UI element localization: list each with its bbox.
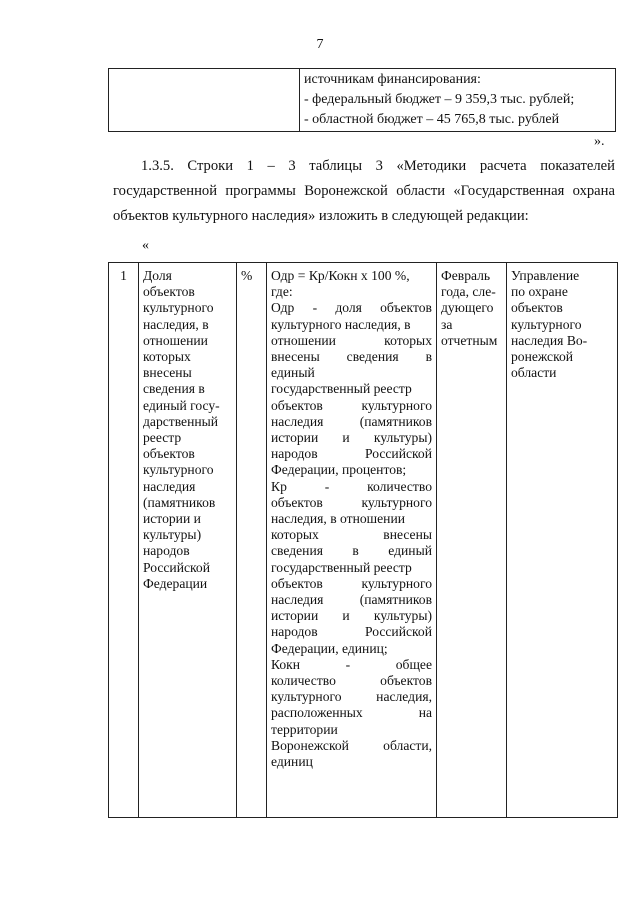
row-number: 1 xyxy=(120,268,127,283)
formula-line xyxy=(271,592,432,608)
cell-line: за xyxy=(441,316,453,332)
word: объектов xyxy=(271,494,323,510)
word: истории xyxy=(271,430,319,446)
word: единый xyxy=(388,543,432,559)
formula-line xyxy=(271,333,432,349)
cell-line: области xyxy=(511,365,557,381)
paragraph-line-2 xyxy=(113,179,615,204)
word: «Методики xyxy=(396,158,467,174)
word: показателей xyxy=(540,158,615,174)
cell-line: объектов xyxy=(511,300,563,316)
cell-line: реестр xyxy=(143,430,182,446)
word: программы xyxy=(225,183,296,199)
word: государственной xyxy=(113,183,218,199)
word: объектов xyxy=(271,397,323,413)
word: на xyxy=(418,705,432,721)
cell-line: объектов xyxy=(143,446,195,462)
page-number: 7 xyxy=(316,37,324,52)
word: культурного xyxy=(361,494,432,510)
formula-line xyxy=(271,300,432,316)
word: 1 xyxy=(246,158,254,174)
word: наследия, в отношении xyxy=(271,511,405,527)
cell-line: которых xyxy=(143,349,191,365)
cell-line: наследия xyxy=(143,478,196,494)
formula-line xyxy=(271,624,432,640)
cell-line: культурного xyxy=(511,316,582,332)
word: культурного xyxy=(361,575,432,591)
cell-line: дарственный xyxy=(143,413,219,429)
formula-line xyxy=(271,349,432,365)
formula-line xyxy=(271,446,432,462)
word: количество xyxy=(271,673,336,689)
cell-line: дующего xyxy=(441,300,494,316)
formula-line xyxy=(271,543,432,559)
word: Российской xyxy=(365,624,432,640)
cell-line: Доля xyxy=(143,268,172,283)
word: народов xyxy=(271,624,318,640)
word: Федерации, единиц; xyxy=(271,640,388,656)
paragraph-line-1 xyxy=(113,154,615,179)
indicator-table xyxy=(108,262,618,818)
word: - xyxy=(324,478,330,494)
word: Федерации, процентов; xyxy=(271,462,407,478)
cell-line: отчетным xyxy=(441,332,498,348)
formula-line xyxy=(271,722,432,738)
cell-line: года, сле- xyxy=(441,284,496,300)
word: культуры) xyxy=(373,608,432,624)
word: количество xyxy=(367,478,432,494)
word: Российской xyxy=(365,446,432,462)
date-cell xyxy=(437,263,507,817)
word: области xyxy=(396,183,446,199)
formula-line xyxy=(271,608,432,624)
word: Воронежской xyxy=(271,737,349,753)
formula-line xyxy=(271,754,432,770)
formula-line xyxy=(271,738,432,754)
formula-line xyxy=(271,462,432,478)
cell-line: наследия Во- xyxy=(511,332,588,348)
word: объектов xyxy=(380,300,432,316)
cell-line: наследия, в xyxy=(143,316,209,332)
formula-line xyxy=(271,414,432,430)
word: культурного xyxy=(361,397,432,413)
cell-line: Российской xyxy=(143,559,210,575)
cell-line: ронежской xyxy=(511,349,574,365)
formula-line xyxy=(271,430,432,446)
word: которых xyxy=(271,527,319,543)
cell-line: Федерации xyxy=(143,575,208,591)
cell-line: культурного xyxy=(143,300,214,316)
formula-line xyxy=(271,317,432,333)
closing-quote: ». xyxy=(594,134,605,149)
cell-line: Февраль xyxy=(441,268,491,283)
word: 3 xyxy=(288,158,296,174)
formula-cell xyxy=(267,263,437,817)
funding-line: - федеральный бюджет – 9 359,3 тыс. рублей; xyxy=(304,92,575,107)
word: единиц xyxy=(271,754,313,770)
cell-line: отношении xyxy=(143,332,208,348)
word: Воронежской xyxy=(304,183,388,199)
word: Строки xyxy=(187,158,234,174)
formula-line xyxy=(271,479,432,495)
word: сведения xyxy=(346,349,399,365)
word: и xyxy=(342,430,350,446)
word: народов xyxy=(271,446,318,462)
formula-line xyxy=(271,689,432,705)
formula-line xyxy=(271,381,432,397)
responsible-cell xyxy=(507,263,617,817)
funding-table-empty-cell xyxy=(109,69,300,131)
formula-line xyxy=(271,705,432,721)
word: культуры) xyxy=(373,430,432,446)
word: 1.3.5. xyxy=(141,158,174,174)
word: объектов xyxy=(380,673,432,689)
unit: % xyxy=(241,268,253,283)
cell-line: внесены xyxy=(143,365,192,381)
funding-table xyxy=(108,68,616,132)
formula-line xyxy=(271,673,432,689)
word: отношении xyxy=(271,332,336,348)
formula-line xyxy=(271,284,432,300)
word: государственный реестр xyxy=(271,381,412,397)
word: – xyxy=(267,158,275,174)
indicator-name-cell xyxy=(139,263,237,817)
word: объектов xyxy=(271,575,323,591)
word: в xyxy=(425,349,432,365)
word: территории xyxy=(271,721,338,737)
paragraph-line-3: объектов культурного наследия» изложить в следующей редакции: xyxy=(113,208,529,224)
word: общее xyxy=(395,656,432,672)
cell-line: Управление xyxy=(511,268,580,283)
word: наследия xyxy=(271,413,324,429)
word: охрана xyxy=(572,183,615,199)
word: где: xyxy=(271,284,293,300)
word: культурного xyxy=(271,689,342,705)
cell-line: народов xyxy=(143,543,190,559)
word: государственный реестр xyxy=(271,559,412,575)
word: (памятников xyxy=(359,592,432,608)
cell-line: объектов xyxy=(143,284,195,300)
formula-line xyxy=(271,365,432,381)
word: в xyxy=(352,543,359,559)
word: (памятников xyxy=(359,413,432,429)
formula-line xyxy=(271,560,432,576)
word: внесены xyxy=(383,527,432,543)
cell-line: единый госу- xyxy=(143,397,220,413)
word: единый xyxy=(271,365,315,381)
word: Одр = Кр/Кокн х 100 %, xyxy=(271,268,410,283)
funding-table-text-cell xyxy=(300,69,615,131)
word: Кокн xyxy=(271,656,301,672)
formula-line xyxy=(271,527,432,543)
word: наследия xyxy=(271,592,324,608)
amendment-paragraph xyxy=(113,154,615,229)
word: сведения xyxy=(271,543,323,559)
formula-line xyxy=(271,511,432,527)
word: «Государственная xyxy=(453,183,565,199)
row-number-cell xyxy=(109,263,139,817)
formula-line xyxy=(271,641,432,657)
unit-cell xyxy=(237,263,267,817)
word: - xyxy=(345,656,351,672)
word: наследия, xyxy=(376,689,432,705)
formula-line xyxy=(271,576,432,592)
cell-line: (памятников xyxy=(143,494,216,510)
word: расчета xyxy=(479,158,527,174)
word: культурного наследия, в xyxy=(271,316,411,332)
word: расположенных xyxy=(271,705,363,721)
word: области, xyxy=(383,737,432,753)
formula-line xyxy=(271,268,432,284)
word: - xyxy=(312,300,318,316)
funding-line: источникам финансирования: xyxy=(304,72,481,87)
word: таблицы xyxy=(309,158,363,174)
word: доля xyxy=(335,300,362,316)
cell-line: сведения в xyxy=(143,381,205,397)
word: Кр xyxy=(271,478,287,494)
cell-line: культуры) xyxy=(143,527,202,543)
word: 3 xyxy=(375,158,383,174)
formula-line xyxy=(271,495,432,511)
formula-line xyxy=(271,657,432,673)
cell-line: истории и xyxy=(143,511,201,527)
funding-line: - областной бюджет – 45 765,8 тыс. рублей xyxy=(304,112,560,127)
word: которых xyxy=(384,332,432,348)
word: истории xyxy=(271,608,319,624)
cell-line: культурного xyxy=(143,462,214,478)
opening-quote: « xyxy=(142,238,149,253)
formula-line xyxy=(271,398,432,414)
word: внесены xyxy=(271,349,320,365)
word: Одр xyxy=(271,300,295,316)
word: и xyxy=(342,608,350,624)
cell-line: по охране xyxy=(511,284,568,300)
